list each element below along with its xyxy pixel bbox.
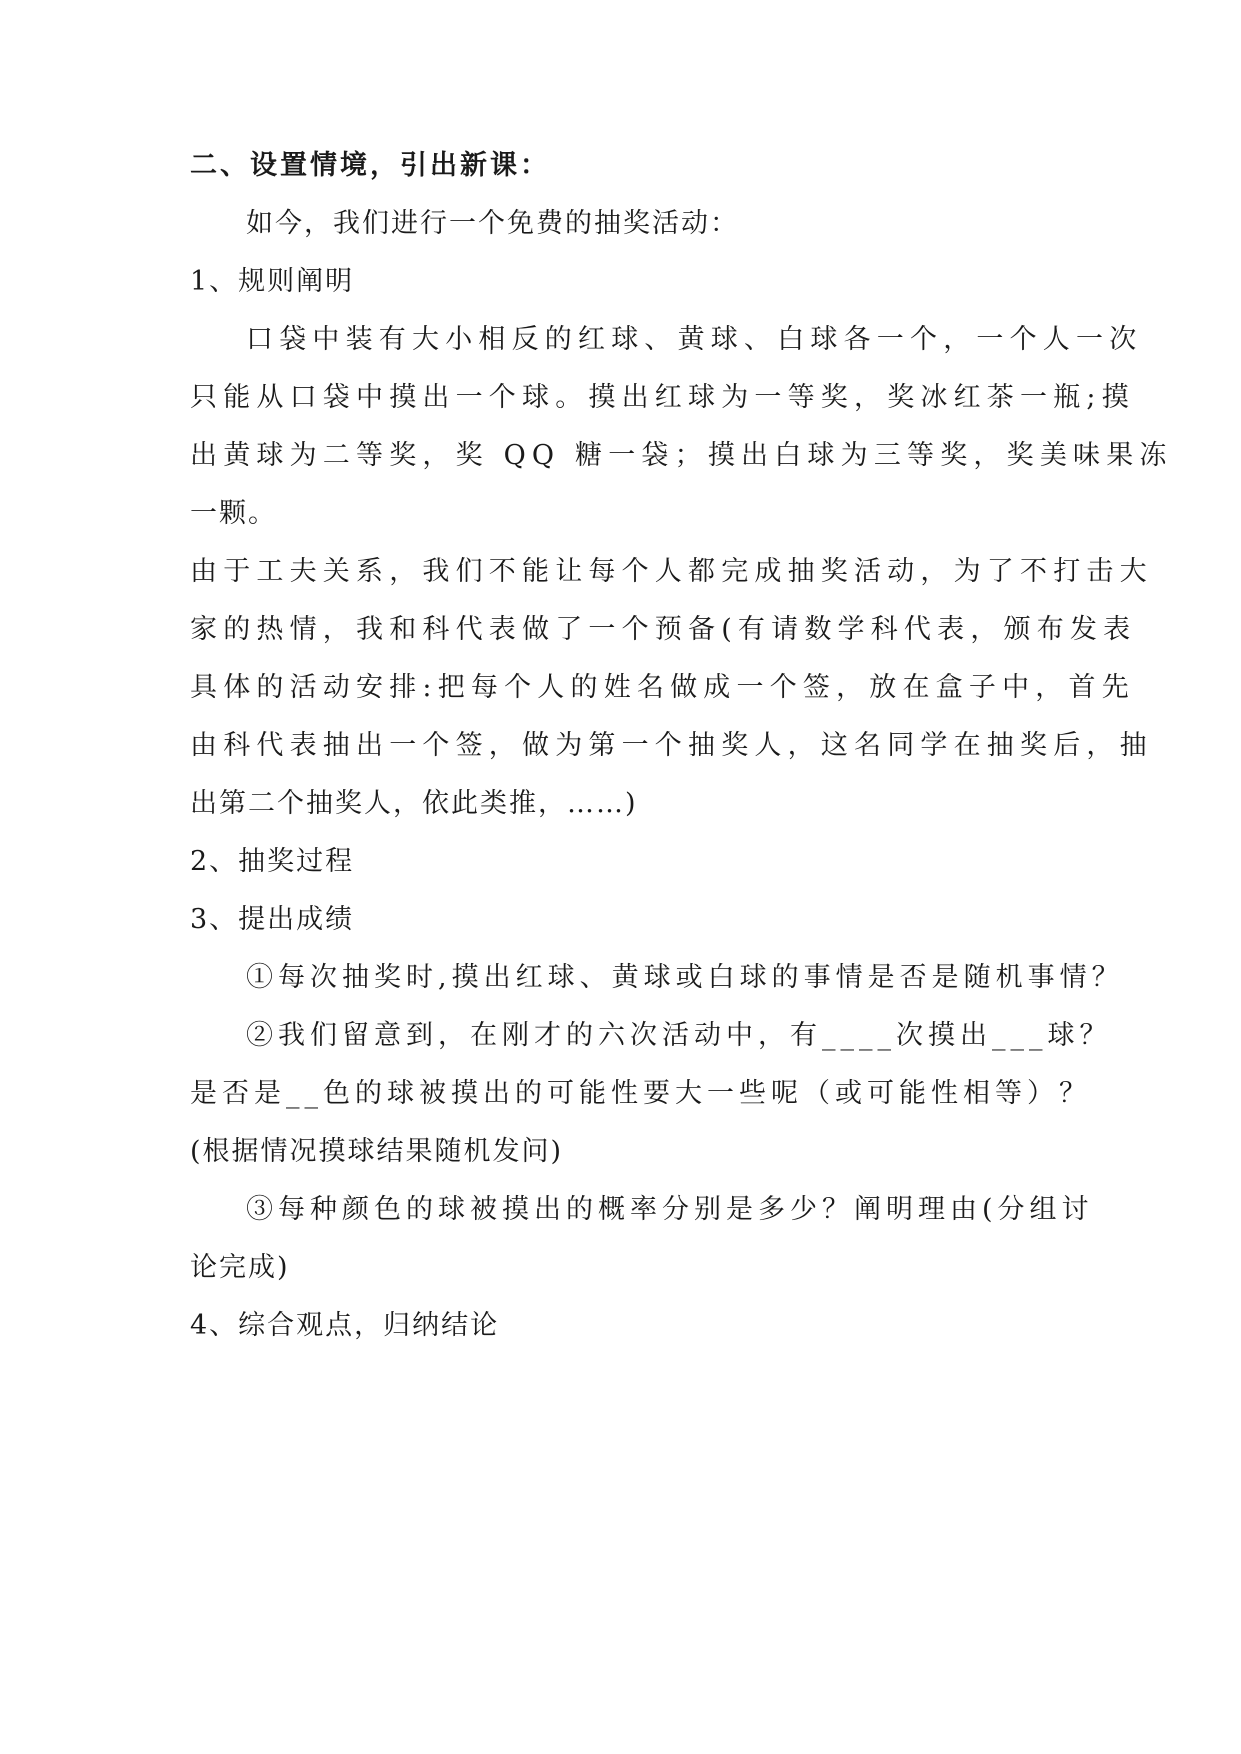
item-3-title: 3、提出成绩 xyxy=(190,904,355,935)
rules-line-4: 一颗。 xyxy=(190,498,277,529)
arrangement-line-5: 出第二个抽奖人，依此类推，……) xyxy=(190,788,638,819)
item-2-title: 2、抽奖过程 xyxy=(190,846,355,877)
question-1: ①每次抽奖时,摸出红球、黄球或白球的事情是否是随机事情？ xyxy=(246,962,1124,993)
question-3-line-2: 论完成) xyxy=(190,1252,290,1283)
item-1-title: 1、规则阐明 xyxy=(190,266,355,297)
item-4-title: 4、综合观点，归纳结论 xyxy=(190,1310,500,1341)
question-2-line-2: 是否是__色的球被摸出的可能性要大一些呢（或可能性相等）？ xyxy=(190,1078,1091,1109)
rules-line-2: 只能从口袋中摸出一个球。摸出红球为一等奖，奖冰红茶一瓶;摸 xyxy=(190,382,1135,413)
arrangement-line-2: 家的热情，我和科代表做了一个预备(有请数学科代表，颁布发表 xyxy=(190,614,1137,645)
paragraph-intro: 如今，我们进行一个免费的抽奖活动： xyxy=(246,208,739,239)
section-heading: 二、设置情境，引出新课： xyxy=(190,150,550,181)
arrangement-line-4: 由科代表抽出一个签，做为第一个抽奖人，这名同学在抽奖后，抽 xyxy=(190,730,1153,761)
arrangement-line-3: 具体的活动安排:把每个人的姓名做成一个签，放在盒子中，首先 xyxy=(190,672,1135,703)
question-2-line-1: ②我们留意到，在刚才的六次活动中，有____次摸出___球？ xyxy=(246,1020,1112,1051)
rules-line-1: 口袋中装有大小相反的红球、黄球、白球各一个，一个人一次 xyxy=(246,324,1143,355)
question-2-note: (根据情况摸球结果随机发问) xyxy=(190,1136,564,1167)
arrangement-line-1: 由于工夫关系，我们不能让每个人都完成抽奖活动，为了不打击大 xyxy=(190,556,1153,587)
question-3-line-1: ③每种颜色的球被摸出的概率分别是多少？阐明理由(分组讨 xyxy=(246,1194,1094,1225)
rules-line-3: 出黄球为二等奖，奖 QQ 糖一袋；摸出白球为三等奖，奖美味果冻 xyxy=(190,440,1173,471)
